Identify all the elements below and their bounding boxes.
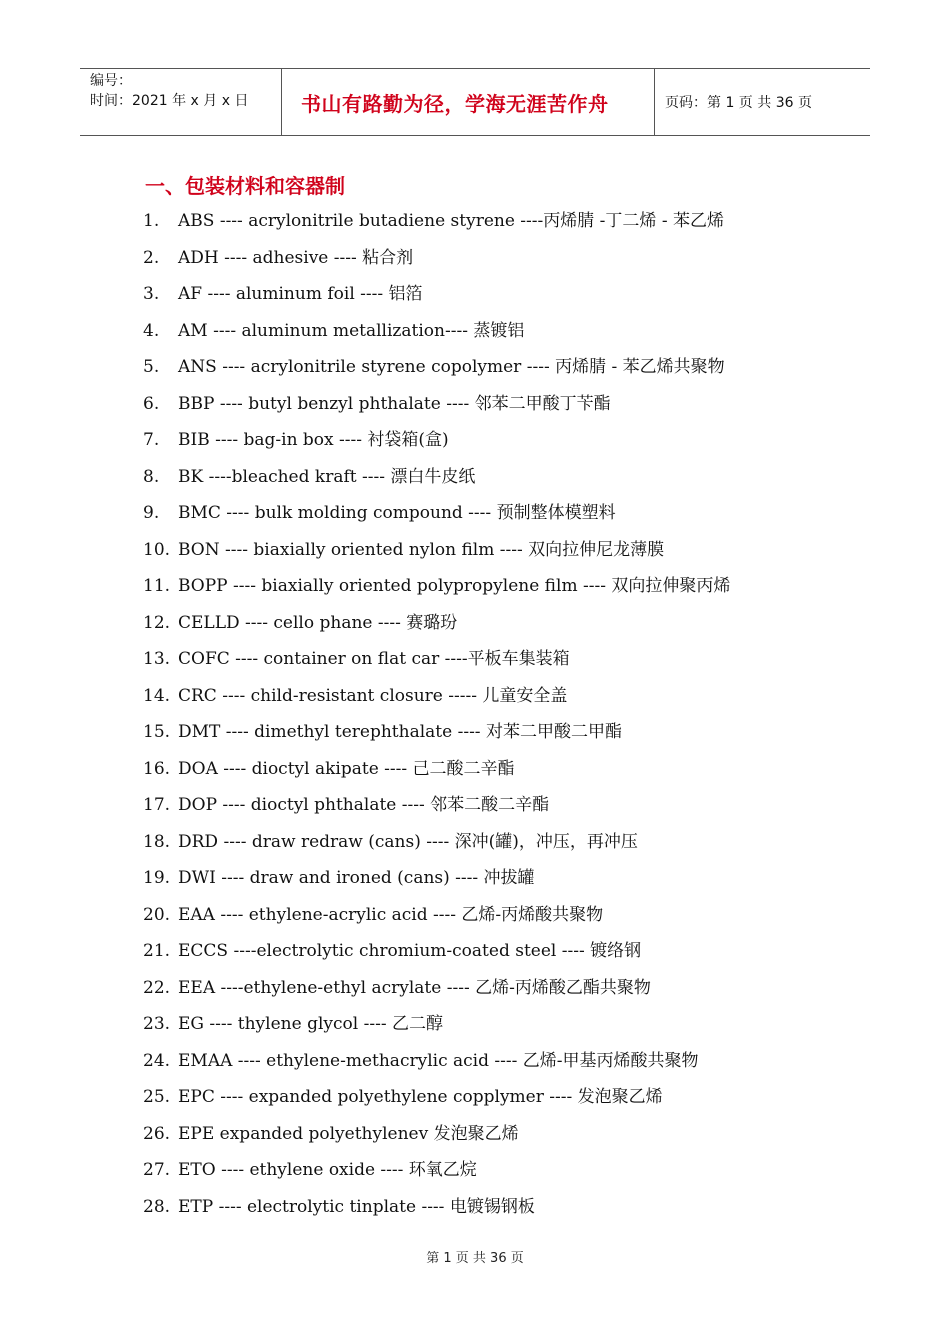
list-item [143,716,730,753]
item-number: 8. [143,466,160,487]
item-text: ANS ---- acrylonitrile styrene copolymer ---- 丙烯腈 - 苯乙烯共聚物 [178,357,725,377]
list-item [143,278,730,315]
item-text: EPE expanded polyethylenev 发泡聚乙烯 [178,1123,519,1144]
item-number: 15. [143,722,171,742]
list-item [143,534,730,571]
item-text: CRC ---- child-resistant closure ----- 儿童安全盖 [178,685,568,706]
number-label: 编号： [90,73,132,89]
item-number: 28. [143,1196,171,1217]
item-text: EAA ---- ethylene-acrylic acid ---- 乙烯-丙烯酸共聚物 [178,904,604,925]
item-text: DOP ---- dioctyl phthalate ---- 邻苯二酸二辛酯 [178,795,550,815]
header-meta-cell [80,69,281,135]
list-item [143,570,730,607]
item-text: BBP ---- butyl benzyl phthalate ---- 邻苯二甲酸丁苄酯 [178,393,611,414]
section-title: 一、包装材料和容器制 [145,174,345,198]
item-number: 20. [143,904,171,925]
list-item [143,424,730,461]
list-item [143,862,730,899]
item-text: AM ---- aluminum metallization---- 蒸镀铝 [178,320,525,341]
item-text: DRD ---- draw redraw (cans) ---- 深冲(罐)，冲压，再冲压 [178,831,638,852]
list-item [143,643,730,680]
item-number: 22. [143,977,171,998]
page-info: 页码：第 1 页 共 36 页 [665,95,812,111]
list-item [143,1154,730,1191]
item-text: EPC ---- expanded polyethylene copplymer ---- 发泡聚乙烯 [178,1087,663,1107]
item-text: DOA ---- dioctyl akipate ---- 己二酸二辛酯 [178,758,515,779]
time-label: 时间：2021 年 x 月 x 日 [90,93,249,109]
list-item [143,1118,730,1155]
item-number: 24. [143,1050,171,1071]
list-item [143,388,730,425]
item-number: 2. [143,247,160,268]
list-item [143,497,730,534]
item-text: EG ---- thylene glycol ---- 乙二醇 [178,1014,443,1034]
item-text: ADH ---- adhesive ---- 粘合剂 [178,247,414,268]
item-number: 27. [143,1160,171,1180]
item-text: BIB ---- bag-in box ---- 衬袋箱(盒) [178,430,449,450]
item-text: ABS ---- acrylonitrile butadiene styrene ----丙烯腈 -丁二烯 - 苯乙烯 [178,211,724,231]
item-number: 14. [143,685,171,706]
list-item [143,1191,730,1228]
item-text: EMAA ---- ethylene-methacrylic acid ---- 乙烯-甲基丙烯酸共聚物 [178,1050,699,1071]
item-number: 16. [143,758,171,779]
item-number: 18. [143,831,171,852]
list-item [143,680,730,717]
header-table [80,68,870,136]
item-text: DWI ---- draw and ironed (cans) ---- 冲拔罐 [178,868,535,888]
list-item [143,461,730,498]
item-text: EEA ----ethylene-ethyl acrylate ---- 乙烯-丙烯酸乙酯共聚物 [178,977,651,998]
item-number: 9. [143,503,160,523]
list-item [143,789,730,826]
item-text: BOPP ---- biaxially oriented polypropylene film ---- 双向拉伸聚丙烯 [178,576,731,596]
item-number: 7. [143,430,160,450]
item-text: ETO ---- ethylene oxide ---- 环氧乙烷 [178,1160,477,1180]
list-item [143,1045,730,1082]
list-item [143,935,730,972]
item-number: 11. [143,576,171,596]
item-text: ETP ---- electrolytic tinplate ---- 电镀锡钢板 [178,1196,535,1217]
item-number: 23. [143,1014,171,1034]
item-text: AF ---- aluminum foil ---- 铝箔 [178,284,423,304]
page-footer: 第 1 页 共 36 页 [426,1251,524,1266]
list-item [143,753,730,790]
item-number: 6. [143,393,160,414]
list-item [143,899,730,936]
item-text: COFC ---- container on flat car ----平板车集装箱 [178,649,570,669]
list-item [143,972,730,1009]
list-item [143,351,730,388]
item-number: 21. [143,941,171,961]
item-text: BON ---- biaxially oriented nylon film ---- 双向拉伸尼龙薄膜 [178,539,665,560]
item-number: 13. [143,649,171,669]
term-list [143,205,730,1227]
list-item [143,205,730,242]
item-number: 19. [143,868,171,888]
item-number: 10. [143,539,171,560]
item-text: CELLD ---- cello phane ---- 赛璐玢 [178,612,458,633]
list-item [143,607,730,644]
list-item [143,826,730,863]
item-text: BMC ---- bulk molding compound ---- 预制整体模塑料 [178,503,616,523]
list-item [143,1081,730,1118]
item-number: 12. [143,612,171,633]
item-number: 5. [143,357,160,377]
item-number: 4. [143,320,160,341]
item-text: BK ----bleached kraft ---- 漂白牛皮纸 [178,466,476,487]
motto: 书山有路勤为径，学海无涯苦作舟 [301,91,609,116]
header-motto-cell [281,69,655,135]
item-number: 26. [143,1123,171,1144]
item-number: 3. [143,284,160,304]
list-item [143,315,730,352]
item-text: DMT ---- dimethyl terephthalate ---- 对苯二甲酸二甲酯 [178,722,622,742]
item-text: ECCS ----electrolytic chromium-coated steel ---- 镀络钢 [178,941,642,961]
header-page-cell [655,69,870,135]
list-item [143,1008,730,1045]
item-number: 1. [143,211,160,231]
list-item [143,242,730,279]
item-number: 25. [143,1087,171,1107]
item-number: 17. [143,795,171,815]
